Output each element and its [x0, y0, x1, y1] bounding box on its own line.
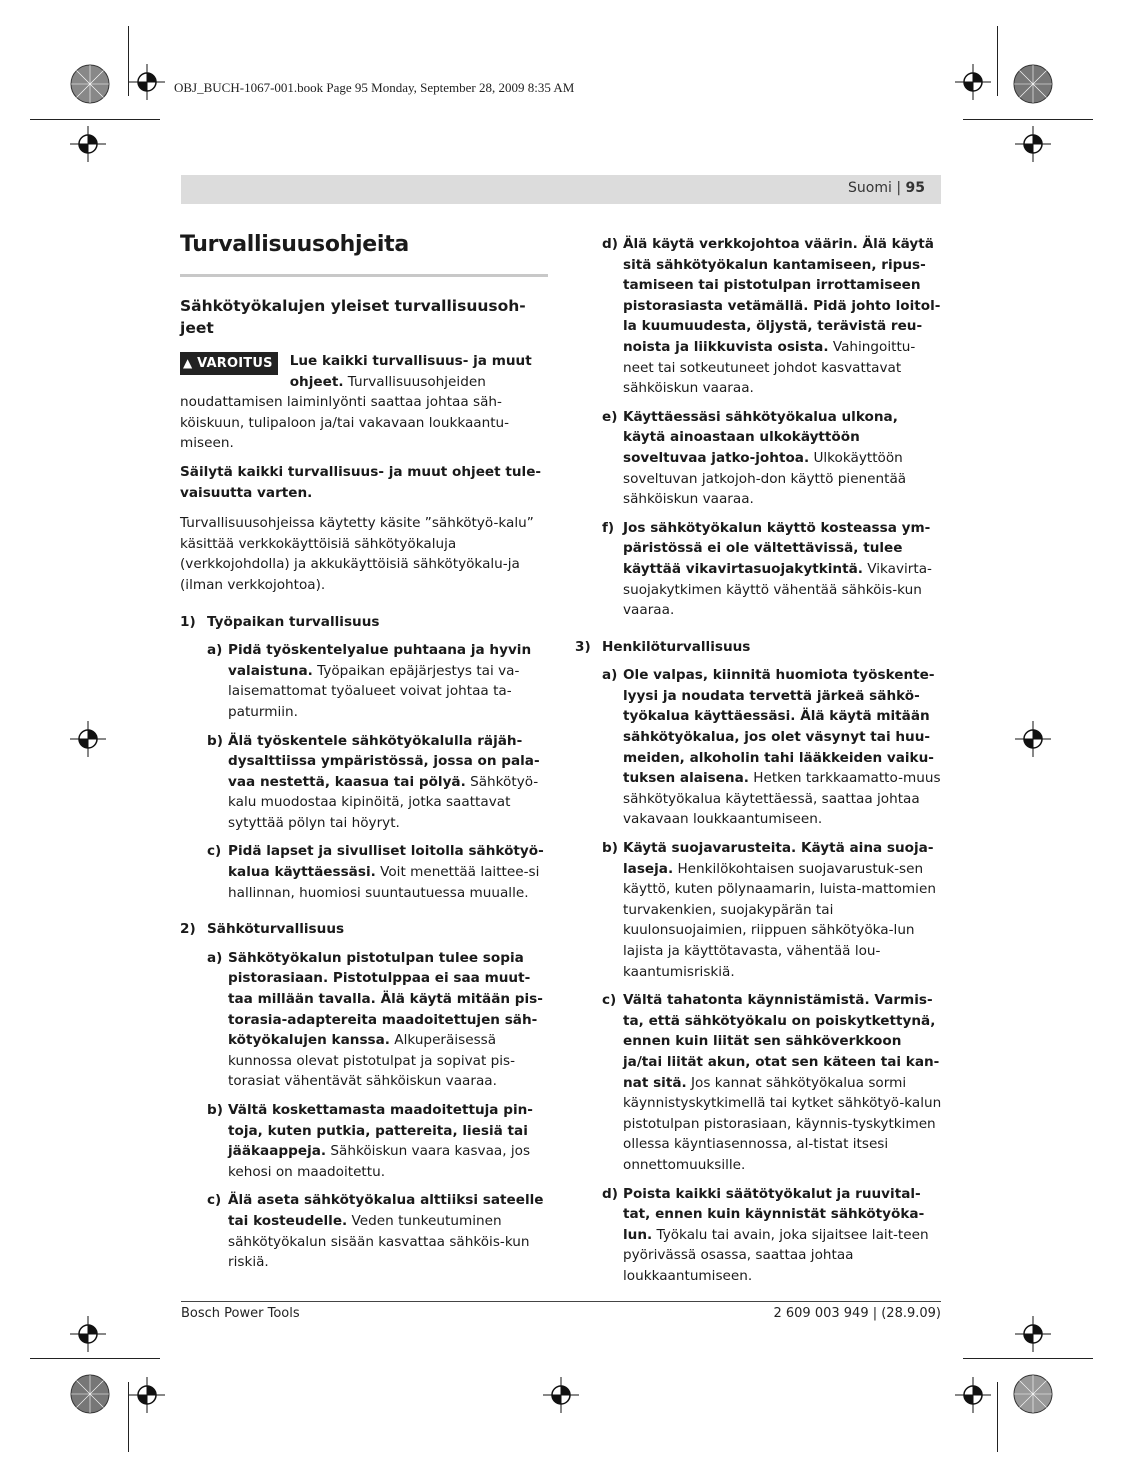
header-language: Suomi | 95: [848, 180, 925, 196]
left-column: [180, 232, 548, 1281]
crop-line: [128, 1382, 129, 1452]
list-item: c) Vältä tahatonta käynnistämistä. Varmis-ta, että sähkötyökalu on poiskytkettynä, ennen kuin liität sen sähköverkkoon ja/tai liität akun, otat sen käteen tai kan-nat sitä. Jos kannat sähkötyökalua sormi käynnistyskytkimellä tai kytket sähkötyö-kalun pistotulpan pistorasiaan, käynnis-tyskytkimen ollessa käyntiasennossa, al-tistat itsesi onnettomuuksille.: [602, 992, 942, 1173]
list-item: a) Ole valpas, kiinnitä huomiota työskente-lyysi ja noudata tervettä järkeä sähkö-työkalua käyttäessäsi. Älä käytä mitään sähkötyökalua, jos olet väsynyt tai huu-meiden, alkoholin tahi lääkkeiden vaiku-tuksen alaisena. Hetken tarkkaamatto-muus sähkötyökalua käytettäessä, saattaa johtaa vakavaan loukkaantumiseen.: [602, 667, 941, 828]
footer-doc-number: 2 609 003 949 | (28.9.09): [773, 1306, 941, 1321]
crop-line: [30, 1358, 160, 1359]
subsection-list: [180, 640, 548, 903]
registration-mark-top-right: [955, 64, 991, 100]
list-item: b) Vältä koskettamasta maadoitettuja pin-toja, kuten putkia, pattereita, liesiä tai jääkaappeja. Sähköiskun vaara kasvaa, jos kehosi on maadoitettu.: [207, 1102, 533, 1180]
registration-mark-bottom-right: [955, 1377, 991, 1413]
definition-paragraph: Turvallisuusohjeissa käytetty käsite ”sähkötyö-kalu” käsittää verkkokäyttöisiä sähkötyökaluja (verkkojohdolla) ja akkukäyttöisiä sähkötyökalu-ja (ilman verkkojohtoa).: [180, 515, 534, 593]
color-wheel-top-left: [70, 64, 110, 104]
footer-brand: Bosch Power Tools: [181, 1306, 300, 1321]
registration-mark-left-middle: [70, 721, 106, 757]
color-wheel-top-right: [1013, 64, 1053, 104]
registration-mark-left-upper: [70, 126, 106, 162]
warning-paragraph: ▲ VAROITUS Lue kaikki turvallisuus- ja muut ohjeet. Turvallisuusohjeiden noudattamisen laiminlyönti saattaa johtaa säh-köiskuun, tulipaloon ja/tai vakavaan loukkaantu-miseen.: [180, 353, 532, 452]
registration-mark-left-lower: [70, 1316, 106, 1352]
crop-line: [963, 1358, 1093, 1359]
list-item: b) Käytä suojavarusteita. Käytä aina suoja-laseja. Henkilökohtaisen suojavarustuk-sen käyttö, kuten pölynaamarin, luista-mattomien turvakenkien, suojakypärän tai kuulonsuojaimien, riippuen sähkötyöka-lun lajista ja käyttötavasta, vähentää lou-kaantumisriskiä.: [602, 840, 936, 980]
section-item: 1) Työpaikan turvallisuus a) Pidä työskentelyalue puhtaana ja hyvin valaistuna. Työpaikan epäjärjestys tai va-laisemattomat työalueet voivat johtaa ta-paturmiin. b) Älä työskentele sähkötyökalulla räjäh-dysalttiissa ympäristössä, jossa on pala-vaa nestettä, kaasua tai pölyä. Sähkötyö-kalu muodostaa kipinöitä, jotka saattavat sytyttää pölyn tai höyryt. c) Pidä lapset ja sivulliset loitolla sähkötyö-kalua käyttäessäsi. Voit menettää laittee-si hallinnan, huomiosi suuntautuessa muualle.: [180, 612, 548, 904]
list-item: a) Pidä työskentelyalue puhtaana ja hyvin valaistuna. Työpaikan epäjärjestys tai va-laisemattomat työalueet voivat johtaa ta-paturmiin.: [207, 642, 532, 720]
color-wheel-bottom-right: [1013, 1374, 1053, 1414]
print-info: OBJ_BUCH-1067-001.book Page 95 Monday, September 28, 2009 8:35 AM: [174, 80, 575, 95]
warning-icon: ▲: [183, 356, 193, 370]
registration-mark-right-upper: [1015, 126, 1051, 162]
list-item: d) Poista kaikki säätötyökalut ja ruuvital-tat, ennen kuin käynnistät sähkötyöka-lun. Työkalu tai avain, joka sijaitsee lait-teen pyörivässä osassa, saattaa johtaa loukkaantumiseen.: [602, 1185, 929, 1284]
color-wheel-bottom-left: [70, 1374, 110, 1414]
list-item: b) Älä työskentele sähkötyökalulla räjäh-dysalttiissa ympäristössä, jossa on pala-vaa nestettä, kaasua tai pölyä. Sähkötyö-kalu muodostaa kipinöitä, jotka saattavat sytyttää pölyn tai höyryt.: [207, 732, 540, 831]
list-item: c) Älä aseta sähkötyökalua alttiiksi sateelle tai kosteudelle. Veden tunkeutuminen sähkötyökalun sisään kasvattaa sähköis-kun riskiä.: [207, 1192, 544, 1271]
page-header: [181, 175, 941, 204]
registration-mark-bottom-center: [543, 1377, 579, 1413]
footer-divider: [181, 1301, 941, 1302]
crop-line: [997, 26, 998, 96]
section-item: 3) Henkilöturvallisuus a) Ole valpas, kiinnitä huomiota työskente-lyysi ja noudata tervettä järkeä sähkö-työkalua käyttäessäsi. Älä käytä mitään sähkötyökalua, jos olet väsynyt tai huu-meiden, alkoholin tahi lääkkeiden vaiku-tuksen alaisena. Hetken tarkkaamatto-muus sähkötyökalua käytettäessä, saattaa johtaa vakavaan loukkaantumiseen. b) Käytä suojavarusteita. Käytä aina suoja-laseja. Henkilökohtaisen suojavarustuk-sen käyttö, kuten pölynaamarin, luista-mattomien turvakenkien, suojakypärän tai kuulonsuojaimien, riippuen sähkötyöka-lun lajista ja käyttötavasta, vähentää lou-kaantumisriskiä. c) Vältä tahatonta käynnistämistä. Varmis-ta, että sähkötyökalu on poiskytkettynä, ennen kuin liität sen sähköverkkoon ja/tai liität akun, otat sen käteen tai kan-nat sitä. Jos kannat sähkötyökalua sormi käynnistyskytkimellä tai kytket sähkötyö-kalun pistotulpan pistorasiaan, käynnis-tyskytkimen ollessa käyntiasennossa, al-tistat itsesi onnettomuuksille. d) Poista kaikki säätötyökalut ja ruuvital-tat, ennen kuin käynnistät sähkötyöka-lun. Työkalu tai avain, joka sijaitsee lait-teen pyörivässä osassa, saattaa johtaa loukkaantumiseen.: [575, 637, 943, 1287]
keep-instructions: Säilytä kaikki turvallisuus- ja muut ohjeet tule-vaisuutta varten.: [180, 463, 542, 501]
crop-line: [30, 119, 160, 120]
section-list: [180, 612, 548, 1273]
page-number: 95: [905, 180, 925, 196]
right-column: [575, 234, 943, 1295]
registration-mark-bottom-left: [129, 1377, 165, 1413]
page-title: Turvallisuusohjeita: [180, 232, 548, 277]
list-item: f) Jos sähkötyökalun käyttö kosteassa ym-päristössä ei ole vältettävissä, tulee käyttää vikavirtasuojakytkintä. Vikavirta-suojakytkimen käyttö vähentää sähköis-kun vaaraa.: [602, 519, 932, 619]
warning-badge: ▲ VAROITUS: [180, 352, 278, 375]
registration-mark-right-middle: [1015, 721, 1051, 757]
section-list: [575, 637, 943, 1287]
registration-mark-right-lower: [1015, 1316, 1051, 1352]
continued-list: [575, 234, 943, 621]
list-item: d) Älä käytä verkkojohtoa väärin. Älä käytä sitä sähkötyökalun kantamiseen, ripus-tamiseen tai pistotulpan irrottamiseen pistorasiasta vetämällä. Pidä johto loitol-la kuumuudesta, öljystä, terävistä reu-noista ja liikkuvista osista. Vahingoittu-neet tai sotkeutuneet johdot kasvattavat sähköiskun vaaraa.: [602, 236, 941, 397]
crop-line: [128, 26, 129, 96]
list-item: e) Käyttäessäsi sähkötyökalua ulkona, käytä ainoastaan ulkokäyttöön soveltuvaa jatko-johtoa. Ulkokäyttöön soveltuvan jatkojoh-don käyttö pienentää sähköiskun vaaraa.: [602, 408, 907, 508]
list-item: c) Pidä lapset ja sivulliset loitolla sähkötyö-kalua käyttäessäsi. Voit menettää laittee-si hallinnan, huomiosi suuntautuessa muualle.: [207, 843, 544, 901]
subsection-list: [180, 948, 548, 1273]
registration-mark-top-left: [129, 64, 165, 100]
subsection-list: [575, 665, 943, 1286]
list-item: a) Sähkötyökalun pistotulpan tulee sopia pistorasiaan. Pistotulppaa ei saa muut-taa millään tavalla. Älä käytä mitään pis-torasia-adaptereita maadoitettujen säh-kötyökalujen kanssa. Alkuperäisessä kunnossa olevat pistotulpat ja sopivat pis-torasiat vähentävät sähköiskun vaaraa.: [207, 949, 543, 1090]
crop-line: [997, 1382, 998, 1452]
section-item: 2) Sähköturvallisuus a) Sähkötyökalun pistotulpan tulee sopia pistorasiaan. Pistotulppaa ei saa muut-taa millään tavalla. Älä käytä mitään pis-torasia-adaptereita maadoitettujen säh-kötyökalujen kanssa. Alkuperäisessä kunnossa olevat pistotulpat ja sopivat pis-torasiat vähentävät sähköiskun vaaraa. b) Vältä koskettamasta maadoitettuja pin-toja, kuten putkia, pattereita, liesiä tai jääkaappeja. Sähköiskun vaara kasvaa, jos kehosi on maadoitettu. c) Älä aseta sähkötyökalua alttiiksi sateelle tai kosteudelle. Veden tunkeutuminen sähkötyökalun sisään kasvattaa sähköis-kun riskiä.: [180, 919, 548, 1273]
crop-line: [963, 119, 1093, 120]
section-title: Sähkötyökalujen yleiset turvallisuusoh-jeet: [180, 297, 526, 337]
